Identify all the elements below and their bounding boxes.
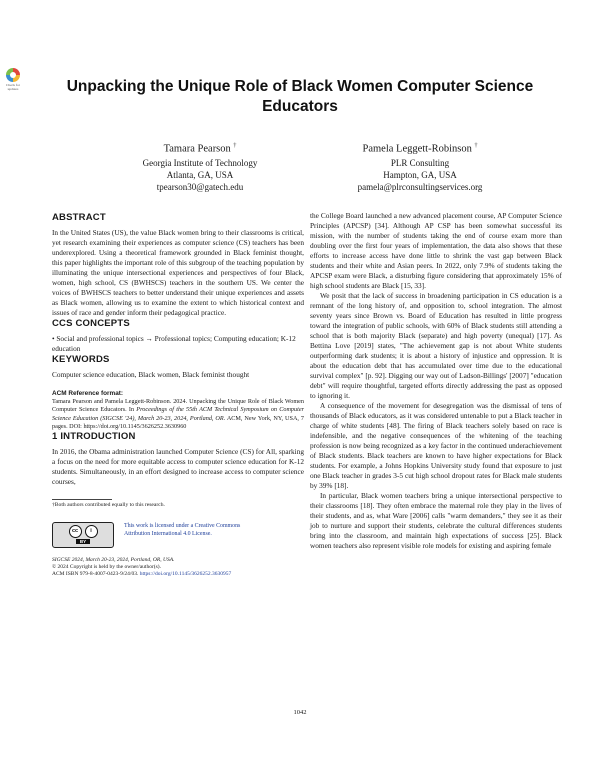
author-block-2 <box>305 139 535 193</box>
creative-commons-icon: cc <box>69 525 82 538</box>
crossmark-icon <box>6 68 20 82</box>
conference-info <box>52 557 304 579</box>
isbn-line: ACM ISBN 979-8-4007-0423-9/24/03. https://doi.org/10.1145/3626252.3630957 <box>52 571 232 578</box>
author-email[interactable]: tpearson30@gatech.edu <box>156 181 244 192</box>
page-number: 1042 <box>293 709 307 716</box>
acm-reference-heading: ACM Reference format: <box>52 390 124 397</box>
conference-line: SIGCSE 2024, March 20-23, 2024, Portland, OR, USA. <box>52 556 175 563</box>
license-link[interactable]: This work is licensed under a Creative Commons Attribution International 4.0 License. <box>124 522 241 537</box>
footnote: †Both authors contributed equally to this research. <box>52 502 165 509</box>
author-block-1 <box>85 139 315 193</box>
check-for-updates-badge[interactable] <box>2 68 24 91</box>
author-email[interactable]: pamela@plrconsultingservices.org <box>357 181 483 192</box>
author-mark: † <box>233 143 237 149</box>
ccs-text: • Social and professional topics → Professional topics; Computing education; K-12 education <box>52 334 296 353</box>
abstract-heading: ABSTRACT <box>52 212 106 223</box>
author-name: Tamara Pearson † <box>163 143 237 155</box>
cc-by-label: BY <box>76 539 90 544</box>
badge-label: Check for updates <box>6 83 20 91</box>
author-mark: † <box>474 143 478 149</box>
attribution-icon: i <box>85 525 98 538</box>
body-paragraph: In particular, Black women teachers bring a unique intersectional perspective to their classrooms [18]. They often embrace the maternal role they play in the lives of their students, and as, what Ware [2006] calls "warm demanders," they see it as their job to nurture and support their students, celebrate the cultural differences students bring into the classroom, and maintain high expectations of success [25]. Black women teachers also represent visible role models for existing and aspiring female <box>310 491 562 550</box>
acm-reference-text: Tamara Pearson and Pamela Leggett-Robinson. 2024. Unpacking the Unique Role of Black Women Computer Science Educators. In Proceedings of the 55th ACM Technical Symposium on Computer Science Education (SIGCSE '24), March 20-23, 2024, Portland, OR. ACM, New York, NY, USA, 7 pages. DOI: https://doi.org/10.1145/3626252.3630960 <box>52 398 304 430</box>
author-location: Atlanta, GA, USA <box>166 169 234 180</box>
left-column <box>52 212 304 579</box>
abstract-text: In the United States (US), the value Black women bring to their classrooms is critical, yet research examining their experiences as computer science (CS) teachers has been underexplored. Using a theoretical framework grounded in Black feminist thought, this paper highlights the important role of this subgroup of the teaching population by illuminating the unique intersectional experiences and perspectives of four Black, women, high school, CS (BWHSCS) teachers in the southern US. We center the voices of BWHSCS teachers to better understand their unique experiences and assets as Black women, allowing us to examine the extent to which historical context and issues of race and gender inform their pedagogical practice. <box>52 228 304 317</box>
copyright-line: © 2024 Copyright is held by the owner/author(s). <box>52 563 161 570</box>
body-paragraph: We posit that the lack of success in broadening participation in CS education is a remnant of the long history of, and opposition to, school integration. The almost seventy years since Brown vs. Board of Education has resulted in little progress toward the integration of public schools, with 60% of Black students still attending a school that is both majority Black (separate) and high poverty (unequal) [17]. As Bettina Love [2019] states, "The achievement gap is not about White students outperforming dark students; it is about a history of injustice and oppression. It is about the education debt that has accumulated over time due to the educational survival complex" [p. 92]. Digging our way out of Ladson-Billings' [2007] "education debt" will require thoughtful, targeted efforts directly addressing the past as opposed to ignoring it. <box>310 291 562 400</box>
author-affiliation: Georgia Institute of Technology <box>142 157 258 168</box>
author-affiliation: PLR Consulting <box>390 157 450 168</box>
introduction-text: In 2016, the Obama administration launched Computer Science (CS) for All, sparking a focus on the need for more equitable access to computer science education for K-12 students. Simultaneously, in an effort designed to increase access to computer science courses, <box>52 447 304 487</box>
body-paragraph: A consequence of the movement for desegregation was the dismissal of tens of thousands of Black educators, as it was considered untenable to put a Black teacher in charge of white students [48]. The firing of Black teachers solely based on race is indefensible, and the negative consequences of the whitening of the teaching profession is now being recognized as a key factor in the continued underachievement of Black students. Black teachers are known to have higher expectations for Black students. For example, a Johns Hopkins University study found that exposure to just one Black teacher in grades 3-5 cut high school dropout rates for Black male students by 39% [18]. <box>310 401 562 490</box>
keywords-heading: KEYWORDS <box>52 354 110 365</box>
author-location: Hampton, GA, USA <box>383 169 457 180</box>
cc-by-badge[interactable] <box>52 522 114 548</box>
introduction-heading: 1 INTRODUCTION <box>52 431 136 443</box>
body-paragraph: the College Board launched a new advanced placement course, AP Computer Science Principles (APCSP) [34]. Although AP CSP has been somewhat successful its mission, with the number of students taking the end of course exam more than doubling over the first four years of implementation, the data also shows that these efforts to increase access have done little to shrink the vast gap between Black students and their white and Asian peers. In 2022, only 7.9% of students taking the APCSP exam were Black, a disturbing figure considering that approximately 15% of high school students are Black [15, 33]. <box>310 211 562 290</box>
license-block <box>52 522 304 548</box>
ccs-heading: CCS CONCEPTS <box>52 318 130 329</box>
footnote-divider <box>52 499 112 500</box>
doi-link[interactable]: https://doi.org/10.1145/3626252.3630957 <box>139 571 232 578</box>
paper-title: Unpacking the Unique Role of Black Women Computer Science Educators <box>66 78 534 115</box>
right-column <box>310 211 562 551</box>
author-name: Pamela Leggett-Robinson † <box>362 143 478 155</box>
keywords-text: Computer science education, Black women, Black feminist thought <box>52 370 250 379</box>
